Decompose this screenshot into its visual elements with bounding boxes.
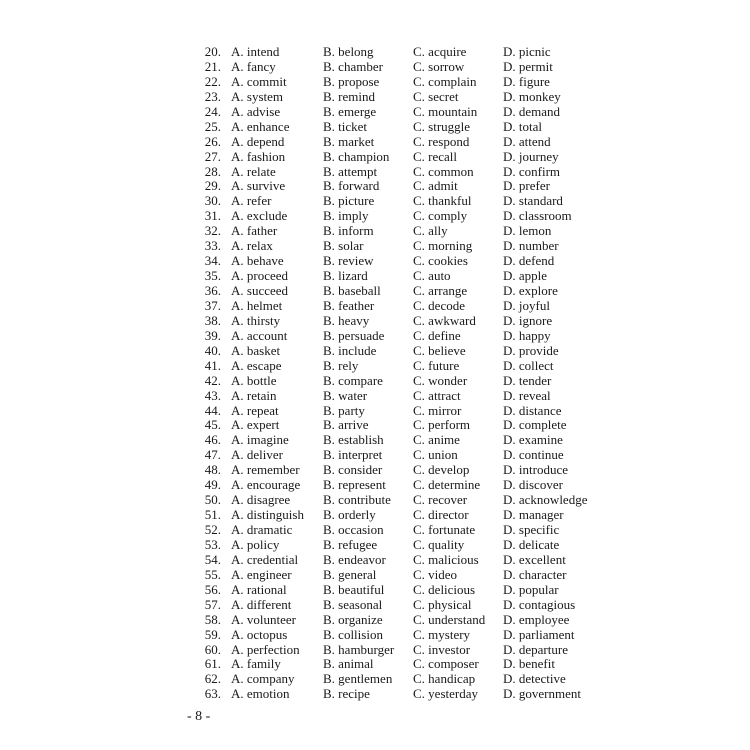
option-c: C. union bbox=[413, 447, 458, 463]
option-c: C. comply bbox=[413, 208, 468, 224]
option-c: C. mystery bbox=[413, 626, 471, 642]
option-c: C. quality bbox=[413, 536, 465, 552]
question-number: 55. bbox=[204, 566, 221, 582]
question-row bbox=[195, 239, 615, 254]
option-b: B. refugee bbox=[323, 536, 378, 552]
option-b: B. solar bbox=[323, 238, 364, 254]
question-number: 45. bbox=[204, 417, 221, 433]
option-a: A. volunteer bbox=[231, 611, 296, 627]
option-d: D. lemon bbox=[503, 223, 552, 239]
option-c: C. admit bbox=[413, 178, 458, 194]
option-d: D. prefer bbox=[503, 178, 550, 194]
question-row bbox=[195, 105, 615, 120]
question-number: 54. bbox=[204, 551, 221, 567]
option-a: A. octopus bbox=[231, 626, 288, 642]
option-c: C. mirror bbox=[413, 402, 462, 418]
option-d: D. excellent bbox=[503, 551, 566, 567]
question-row bbox=[195, 687, 615, 702]
option-a: A. basket bbox=[231, 342, 281, 358]
question-row bbox=[195, 418, 615, 433]
option-c: C. morning bbox=[413, 238, 473, 254]
option-c: C. common bbox=[413, 163, 474, 179]
question-row bbox=[195, 60, 615, 75]
option-a: A. proceed bbox=[231, 268, 289, 284]
question-row bbox=[195, 45, 615, 60]
option-a: A. fashion bbox=[231, 148, 286, 164]
question-number: 61. bbox=[204, 656, 221, 672]
question-number: 38. bbox=[204, 312, 221, 328]
option-b: B. beautiful bbox=[323, 581, 385, 597]
option-d: D. detective bbox=[503, 671, 566, 687]
option-a: A. imagine bbox=[231, 432, 289, 448]
option-a: A. company bbox=[231, 671, 295, 687]
option-d: D. explore bbox=[503, 283, 558, 298]
option-c: C. malicious bbox=[413, 551, 479, 567]
option-a: A. fancy bbox=[231, 58, 276, 74]
option-c: C. composer bbox=[413, 656, 479, 672]
option-d: D. delicate bbox=[503, 536, 560, 552]
question-row bbox=[195, 389, 615, 404]
option-c: C. thankful bbox=[413, 193, 472, 209]
option-b: B. remind bbox=[323, 88, 375, 104]
question-row bbox=[195, 493, 615, 508]
option-c: C. develop bbox=[413, 462, 470, 478]
question-number: 50. bbox=[204, 492, 221, 508]
option-a: A. enhance bbox=[231, 118, 290, 134]
option-b: B. belong bbox=[323, 44, 374, 59]
question-row bbox=[195, 150, 615, 165]
question-number: 28. bbox=[204, 163, 221, 179]
question-row bbox=[195, 404, 615, 419]
option-b: B. contribute bbox=[323, 492, 391, 508]
option-c: C. video bbox=[413, 566, 458, 582]
option-c: C. complain bbox=[413, 73, 477, 89]
question-number: 51. bbox=[204, 507, 221, 523]
option-d: D. apple bbox=[503, 268, 548, 284]
option-c: C. delicious bbox=[413, 581, 476, 597]
option-c: C. understand bbox=[413, 611, 486, 627]
option-a: A. behave bbox=[231, 253, 284, 269]
option-b: B. rely bbox=[323, 357, 359, 373]
option-c: C. recover bbox=[413, 492, 468, 508]
option-b: B. ticket bbox=[323, 118, 368, 134]
option-d: D. character bbox=[503, 566, 567, 582]
question-number: 62. bbox=[204, 671, 221, 687]
option-b: B. organize bbox=[323, 611, 383, 627]
question-row bbox=[195, 165, 615, 180]
option-c: C. acquire bbox=[413, 44, 467, 59]
question-row bbox=[195, 478, 615, 493]
question-number: 25. bbox=[204, 118, 221, 134]
question-number: 36. bbox=[204, 283, 221, 298]
option-b: B. represent bbox=[323, 477, 386, 493]
question-number: 48. bbox=[204, 462, 221, 478]
question-row bbox=[195, 643, 615, 658]
option-b: B. occasion bbox=[323, 522, 384, 537]
question-row bbox=[195, 209, 615, 224]
question-number: 39. bbox=[204, 327, 221, 343]
option-a: A. refer bbox=[231, 193, 272, 209]
option-a: A. relax bbox=[231, 238, 273, 254]
question-number: 34. bbox=[204, 253, 221, 269]
option-c: C. yesterday bbox=[413, 686, 478, 702]
question-row bbox=[195, 284, 615, 299]
question-number: 27. bbox=[204, 148, 221, 164]
question-row bbox=[195, 523, 615, 538]
option-b: B. attempt bbox=[323, 163, 378, 179]
option-c: C. physical bbox=[413, 596, 472, 612]
question-number: 22. bbox=[204, 73, 221, 89]
option-a: A. perfection bbox=[231, 641, 300, 657]
option-d: D. continue bbox=[503, 447, 564, 463]
question-number: 49. bbox=[204, 477, 221, 493]
option-b: B. consider bbox=[323, 462, 383, 478]
option-c: C. handicap bbox=[413, 671, 476, 687]
option-a: A. different bbox=[231, 596, 292, 612]
option-b: B. establish bbox=[323, 432, 384, 448]
option-b: B. include bbox=[323, 342, 377, 358]
question-number: 47. bbox=[204, 447, 221, 463]
option-c: C. recall bbox=[413, 148, 458, 164]
option-a: A. credential bbox=[231, 551, 299, 567]
option-a: A. expert bbox=[231, 417, 280, 433]
question-row bbox=[195, 433, 615, 448]
option-d: D. monkey bbox=[503, 88, 561, 104]
option-b: B. heavy bbox=[323, 312, 370, 328]
option-c: C. believe bbox=[413, 342, 466, 358]
option-b: B. recipe bbox=[323, 686, 370, 702]
option-d: D. popular bbox=[503, 581, 559, 597]
option-d: D. happy bbox=[503, 327, 551, 343]
question-row bbox=[195, 329, 615, 344]
option-d: D. parliament bbox=[503, 626, 575, 642]
option-a: A. helmet bbox=[231, 297, 283, 313]
option-c: C. future bbox=[413, 357, 460, 373]
option-d: D. departure bbox=[503, 641, 568, 657]
question-number: 57. bbox=[204, 596, 221, 612]
option-b: B. general bbox=[323, 566, 377, 582]
option-a: A. emotion bbox=[231, 686, 290, 702]
question-number: 21. bbox=[204, 58, 221, 74]
option-b: B. persuade bbox=[323, 327, 385, 343]
question-number: 58. bbox=[204, 611, 221, 627]
option-b: B. lizard bbox=[323, 268, 368, 284]
option-a: A. retain bbox=[231, 387, 277, 403]
question-row bbox=[195, 75, 615, 90]
question-row bbox=[195, 224, 615, 239]
question-number: 42. bbox=[204, 372, 221, 388]
option-a: A. survive bbox=[231, 178, 286, 194]
option-a: A. deliver bbox=[231, 447, 283, 463]
option-d: D. contagious bbox=[503, 596, 576, 612]
option-d: D. confirm bbox=[503, 163, 561, 179]
question-number: 26. bbox=[204, 133, 221, 149]
option-c: C. arrange bbox=[413, 283, 468, 298]
option-d: D. joyful bbox=[503, 297, 550, 313]
question-row bbox=[195, 568, 615, 583]
question-number: 23. bbox=[204, 88, 221, 104]
question-row bbox=[195, 657, 615, 672]
question-row bbox=[195, 179, 615, 194]
question-number: 37. bbox=[204, 297, 221, 313]
question-number: 59. bbox=[204, 626, 221, 642]
option-a: A. rational bbox=[231, 581, 287, 597]
option-a: A. engineer bbox=[231, 566, 292, 582]
option-c: C. auto bbox=[413, 268, 451, 284]
question-number: 40. bbox=[204, 342, 221, 358]
question-number: 24. bbox=[204, 103, 221, 119]
question-number: 31. bbox=[204, 208, 221, 224]
question-row bbox=[195, 672, 615, 687]
question-row bbox=[195, 120, 615, 135]
question-row bbox=[195, 583, 615, 598]
option-c: C. struggle bbox=[413, 118, 471, 134]
question-row bbox=[195, 359, 615, 374]
option-a: A. intend bbox=[231, 44, 280, 59]
option-a: A. dramatic bbox=[231, 522, 293, 537]
option-d: D. defend bbox=[503, 253, 555, 269]
option-b: B. market bbox=[323, 133, 375, 149]
option-c: C. ally bbox=[413, 223, 448, 239]
question-row bbox=[195, 314, 615, 329]
option-c: C. secret bbox=[413, 88, 459, 104]
option-b: B. compare bbox=[323, 372, 383, 388]
option-d: D. demand bbox=[503, 103, 561, 119]
option-b: B. endeavor bbox=[323, 551, 386, 567]
option-b: B. baseball bbox=[323, 283, 381, 298]
option-d: D. provide bbox=[503, 342, 559, 358]
option-a: A. remember bbox=[231, 462, 300, 478]
option-b: B. champion bbox=[323, 148, 390, 164]
question-number: 29. bbox=[204, 178, 221, 194]
option-a: A. commit bbox=[231, 73, 287, 89]
question-row bbox=[195, 90, 615, 105]
option-b: B. propose bbox=[323, 73, 380, 89]
option-d: D. examine bbox=[503, 432, 563, 448]
option-b: B. arrive bbox=[323, 417, 369, 433]
question-row bbox=[195, 508, 615, 523]
option-a: A. exclude bbox=[231, 208, 288, 224]
option-d: D. acknowledge bbox=[503, 492, 588, 508]
option-d: D. attend bbox=[503, 133, 551, 149]
option-d: D. ignore bbox=[503, 312, 553, 328]
option-a: A. repeat bbox=[231, 402, 279, 418]
option-c: C. perform bbox=[413, 417, 471, 433]
option-d: D. figure bbox=[503, 73, 550, 89]
option-b: B. seasonal bbox=[323, 596, 383, 612]
option-b: B. review bbox=[323, 253, 374, 269]
option-b: B. emerge bbox=[323, 103, 377, 119]
question-row bbox=[195, 299, 615, 314]
option-c: C. awkward bbox=[413, 312, 476, 328]
option-b: B. inform bbox=[323, 223, 374, 239]
question-number: 44. bbox=[204, 402, 221, 418]
question-row bbox=[195, 254, 615, 269]
option-c: C. define bbox=[413, 327, 461, 343]
question-row bbox=[195, 269, 615, 284]
option-b: B. feather bbox=[323, 297, 375, 313]
option-b: B. orderly bbox=[323, 507, 376, 523]
option-a: A. encourage bbox=[231, 477, 301, 493]
question-row bbox=[195, 135, 615, 150]
option-c: C. respond bbox=[413, 133, 470, 149]
option-a: A. succeed bbox=[231, 283, 289, 298]
option-b: B. gentlemen bbox=[323, 671, 393, 687]
option-b: B. picture bbox=[323, 193, 375, 209]
option-a: A. father bbox=[231, 223, 278, 239]
question-number: 30. bbox=[204, 193, 221, 209]
question-number: 46. bbox=[204, 432, 221, 448]
option-d: D. number bbox=[503, 238, 559, 254]
option-c: C. cookies bbox=[413, 253, 468, 269]
option-b: B. water bbox=[323, 387, 368, 403]
option-a: A. account bbox=[231, 327, 288, 343]
option-d: D. collect bbox=[503, 357, 554, 373]
option-d: D. employee bbox=[503, 611, 570, 627]
option-d: D. complete bbox=[503, 417, 567, 433]
option-a: A. escape bbox=[231, 357, 282, 373]
option-b: B. imply bbox=[323, 208, 369, 224]
option-a: A. relate bbox=[231, 163, 276, 179]
option-a: A. policy bbox=[231, 536, 280, 552]
question-number: 20. bbox=[204, 44, 221, 59]
question-number: 56. bbox=[204, 581, 221, 597]
option-b: B. chamber bbox=[323, 58, 383, 74]
option-d: D. specific bbox=[503, 522, 560, 537]
question-row bbox=[195, 344, 615, 359]
question-number: 43. bbox=[204, 387, 221, 403]
option-c: C. anime bbox=[413, 432, 460, 448]
option-c: C. attract bbox=[413, 387, 461, 403]
question-number: 35. bbox=[204, 268, 221, 284]
question-row bbox=[195, 194, 615, 209]
question-number: 63. bbox=[204, 686, 221, 702]
question-row bbox=[195, 538, 615, 553]
option-b: B. hamburger bbox=[323, 641, 395, 657]
question-number: 53. bbox=[204, 536, 221, 552]
question-number: 41. bbox=[204, 357, 221, 373]
option-c: C. mountain bbox=[413, 103, 478, 119]
option-c: C. decode bbox=[413, 297, 465, 313]
option-c: C. fortunate bbox=[413, 522, 476, 537]
option-d: D. manager bbox=[503, 507, 564, 523]
question-number: 60. bbox=[204, 641, 221, 657]
option-d: D. reveal bbox=[503, 387, 551, 403]
option-a: A. system bbox=[231, 88, 283, 104]
question-number: 33. bbox=[204, 238, 221, 254]
page-number: - 8 - bbox=[187, 709, 211, 724]
option-a: A. bottle bbox=[231, 372, 277, 388]
option-b: B. party bbox=[323, 402, 365, 418]
option-d: D. discover bbox=[503, 477, 563, 493]
question-row bbox=[195, 374, 615, 389]
question-row bbox=[195, 448, 615, 463]
question-number: 52. bbox=[204, 522, 221, 537]
question-row bbox=[195, 613, 615, 628]
option-d: D. journey bbox=[503, 148, 559, 164]
option-b: B. collision bbox=[323, 626, 383, 642]
option-a: A. advise bbox=[231, 103, 281, 119]
option-a: A. thirsty bbox=[231, 312, 281, 328]
question-row bbox=[195, 463, 615, 478]
option-b: B. animal bbox=[323, 656, 374, 672]
option-a: A. depend bbox=[231, 133, 285, 149]
option-d: D. picnic bbox=[503, 44, 551, 59]
option-c: C. investor bbox=[413, 641, 471, 657]
question-number: 32. bbox=[204, 223, 221, 239]
option-d: D. permit bbox=[503, 58, 553, 74]
option-c: C. determine bbox=[413, 477, 481, 493]
option-b: B. forward bbox=[323, 178, 380, 194]
option-c: C. wonder bbox=[413, 372, 468, 388]
question-row bbox=[195, 598, 615, 613]
option-c: C. sorrow bbox=[413, 58, 465, 74]
option-d: D. benefit bbox=[503, 656, 555, 672]
option-d: D. standard bbox=[503, 193, 563, 209]
question-row bbox=[195, 553, 615, 568]
option-d: D. tender bbox=[503, 372, 552, 388]
option-a: A. disagree bbox=[231, 492, 291, 508]
option-b: B. interpret bbox=[323, 447, 383, 463]
option-c: C. director bbox=[413, 507, 469, 523]
option-d: D. introduce bbox=[503, 462, 568, 478]
option-d: D. government bbox=[503, 686, 581, 702]
option-d: D. total bbox=[503, 118, 542, 134]
question-row bbox=[195, 628, 615, 643]
question-list bbox=[195, 45, 615, 702]
option-d: D. classroom bbox=[503, 208, 572, 224]
option-a: A. family bbox=[231, 656, 281, 672]
option-d: D. distance bbox=[503, 402, 562, 418]
option-a: A. distinguish bbox=[231, 507, 304, 523]
